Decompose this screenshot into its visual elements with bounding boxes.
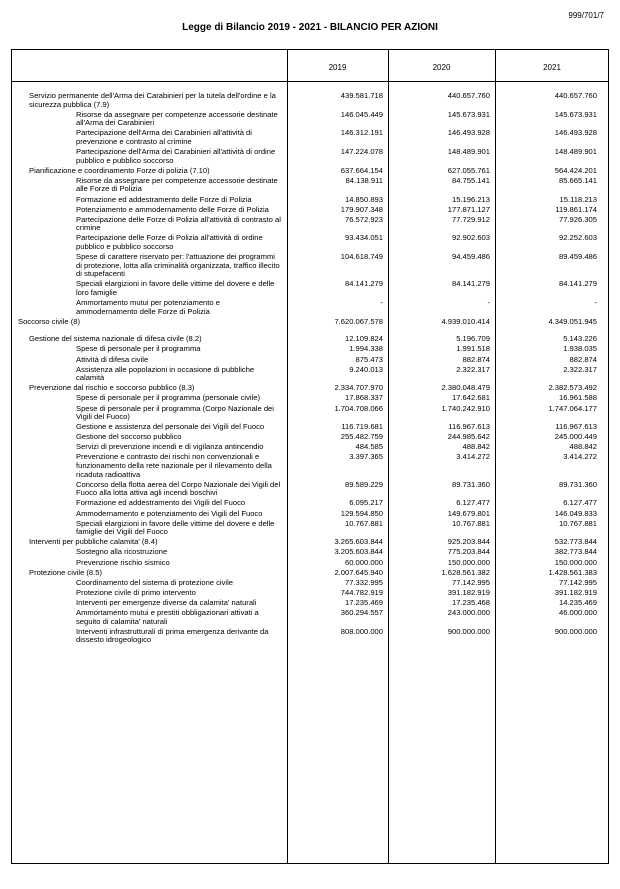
row-value-2020: 4.939.010.414 xyxy=(441,316,490,326)
row-value-2020: 391.182.919 xyxy=(447,587,490,597)
row-value-2021: 2.322.317 xyxy=(563,364,597,374)
row-value-2019: 179.907.348 xyxy=(340,204,383,214)
row-label: Assistenza alle popolazioni in occasione di pubbliche calamità xyxy=(76,364,255,383)
row-value-2020: 627.055.761 xyxy=(447,165,490,175)
row-value-2019: 84.141.279 xyxy=(344,279,383,289)
row-value-2019: 116.719.681 xyxy=(341,422,383,432)
row-label: Protezione civile (8.5) xyxy=(29,567,103,577)
row-value-2019: 147.224.078 xyxy=(340,147,383,157)
table-row xyxy=(0,111,620,128)
table-row xyxy=(0,318,620,327)
row-value-2019: 7.620.067.578 xyxy=(334,316,383,326)
row-value-2020: 900.000.000 xyxy=(447,626,490,636)
row-value-2019: 129.594.850 xyxy=(340,508,383,518)
table-row xyxy=(0,628,620,645)
row-label: Ammortamento mutui e prestiti obbligazionari attivati a seguito di calamita' naturali xyxy=(76,607,259,626)
table-row xyxy=(0,481,620,498)
row-label: Spese di personale per il programma (personale civile) xyxy=(76,393,261,403)
row-value-2019: 360.294.557 xyxy=(340,607,383,617)
row-value-2019: 60.000.000 xyxy=(344,557,383,567)
row-value-2020: 148.489.901 xyxy=(447,147,490,157)
table-row xyxy=(0,510,620,519)
page-title: Legge di Bilancio 2019 - 2021 - BILANCIO PER AZIONI xyxy=(182,22,438,33)
row-label: Partecipazione delle Forze di Polizia all'attività di ordine pubblico e pubblico soccorso xyxy=(76,233,263,251)
row-value-2020: 882.874 xyxy=(462,354,490,364)
row-value-2020: 146.493.928 xyxy=(447,128,490,138)
row-value-2020: 3.414.272 xyxy=(456,452,490,462)
table-row xyxy=(0,433,620,442)
row-value-2021: 77.142.995 xyxy=(558,577,597,587)
row-label: Spese di personale per il programma (Corpo Nazionale dei Vigili del Fuoco) xyxy=(76,403,274,422)
table-row xyxy=(0,129,620,146)
row-value-2020: 775.203.844 xyxy=(447,547,490,557)
row-value-2019: 6.095.217 xyxy=(349,498,383,508)
row-label: Ammortamento mutui per potenziamento e ammodernamento delle Forze di Polizia xyxy=(76,298,220,316)
row-label: Attività di difesa civile xyxy=(76,354,149,364)
row-value-2019: 146.312.191 xyxy=(340,128,383,138)
row-label: Potenziamento e ammodernamento delle Forze di Polizia xyxy=(76,204,269,214)
row-value-2019: 2.334.707.970 xyxy=(334,383,383,393)
row-value-2021: 6.127.477 xyxy=(563,498,597,508)
row-value-2021: 116.967.613 xyxy=(555,422,597,432)
row-value-2021: 146.493.928 xyxy=(554,128,597,138)
row-value-2021: 15.118.213 xyxy=(559,194,597,204)
table-row xyxy=(0,569,620,578)
table-row xyxy=(0,520,620,537)
row-value-2020: 145.673.931 xyxy=(447,109,490,119)
row-value-2019: 808.000.000 xyxy=(340,626,383,636)
row-value-2019: 17.868.337 xyxy=(344,393,383,403)
table-row xyxy=(0,356,620,365)
row-value-2021: 1.428.561.383 xyxy=(548,567,597,577)
row-value-2021: 564.424.201 xyxy=(554,165,597,175)
row-value-2020: 177.871.127 xyxy=(447,204,490,214)
row-label: Risorse da assegnare per competenze accessorie destinate all'Arma dei Carabinieri xyxy=(76,109,278,128)
table-row xyxy=(0,609,620,626)
row-value-2020: 1.628.561.382 xyxy=(441,567,490,577)
row-label: Prevenzione dal rischio e soccorso pubblico (8.3) xyxy=(29,383,195,393)
row-value-2020: 5.196.709 xyxy=(456,334,490,344)
row-value-2019: 1.704.708.066 xyxy=(334,403,383,413)
row-label: Prevenzione e contrasto dei rischi non convenzionali e funzionamento della rete nazionale per il rilevamento della ricaduta radioattiva xyxy=(76,452,272,479)
row-value-2020: 92.902.603 xyxy=(451,233,490,243)
column-header-2020: 2020 xyxy=(432,63,451,72)
row-value-2021: 16.961.588 xyxy=(558,393,597,403)
row-value-2019: 89.589.229 xyxy=(344,479,383,489)
row-label: Sostegno alla ricostruzione xyxy=(76,547,168,557)
row-value-2021: 92.252.603 xyxy=(558,233,597,243)
row-value-2019: 255.482.759 xyxy=(340,432,383,442)
row-label: Concorso della flotta aerea del Corpo Nazionale dei Vigili del Fuoco alla lotta attiva agli incendi boschivi xyxy=(76,479,281,498)
table-row xyxy=(0,559,620,568)
row-value-2020: 150.000.000 xyxy=(447,557,490,567)
row-value-2020: 77.729.912 xyxy=(451,214,490,224)
row-value-2021: 145.673.931 xyxy=(554,109,597,119)
row-value-2021: 3.414.272 xyxy=(563,452,597,462)
row-label: Spese di carattere riservato per: l'attuazione dei programmi di protezione, lotta alla criminalità organizzata, traffico illecito di stupefacenti xyxy=(76,252,280,279)
row-value-2021: 84.141.279 xyxy=(558,279,597,289)
table-row xyxy=(0,443,620,452)
row-label: Prevenzione rischio sismico xyxy=(76,557,170,567)
row-value-2019: 875.473 xyxy=(355,354,383,364)
row-value-2021: 4.349.051.945 xyxy=(548,316,597,326)
row-label: Speciali elargizioni in favore delle vittime del dovere e delle famiglie dei Vigili del Fuoco xyxy=(76,518,275,537)
table-row xyxy=(0,405,620,422)
row-value-2021: 46.000.000 xyxy=(558,607,597,617)
row-value-2019: 637.664.154 xyxy=(340,165,383,175)
table-row xyxy=(0,148,620,165)
row-label: Interventi per pubbliche calamita' (8.4) xyxy=(29,537,158,547)
table-row xyxy=(0,538,620,547)
row-label: Formazione ed addestramento delle Forze di Polizia xyxy=(76,194,252,204)
row-label: Gestione e assistenza del personale dei Vigili del Fuoco xyxy=(76,422,265,432)
table-row xyxy=(0,423,620,432)
row-value-2020: 77.142.995 xyxy=(451,577,490,587)
row-value-2019: 1.994.338 xyxy=(349,344,383,354)
row-value-2021: - xyxy=(594,298,597,308)
row-value-2019: 12.109.824 xyxy=(344,334,383,344)
row-value-2021: 245.000.449 xyxy=(554,432,597,442)
row-value-2020: 15.196.213 xyxy=(451,194,490,204)
row-value-2019: 3.205.603.844 xyxy=(334,547,383,557)
row-value-2019: 439.581.718 xyxy=(340,91,383,100)
row-value-2019: 484.585 xyxy=(355,442,383,452)
row-label: Ammodernamento e potenziamento dei Vigili del Fuoco xyxy=(76,508,263,518)
table-row xyxy=(0,299,620,316)
row-value-2019: 93.434.051 xyxy=(344,233,383,243)
row-value-2021: 146.049.833 xyxy=(554,508,597,518)
page-id: 999/701/7 xyxy=(568,11,604,20)
row-value-2021: 85.665.141 xyxy=(558,175,597,185)
row-value-2020: 1.991.518 xyxy=(456,344,490,354)
row-value-2021: 14.235.469 xyxy=(558,597,597,607)
table-row xyxy=(0,366,620,383)
table-row xyxy=(0,579,620,588)
row-value-2019: 744.782.919 xyxy=(340,587,383,597)
row-value-2020: 17.642.681 xyxy=(451,393,490,403)
row-value-2020: 6.127.477 xyxy=(456,498,490,508)
table-row xyxy=(0,253,620,279)
row-value-2019: 84.138.911 xyxy=(345,175,383,185)
row-value-2020: 440.657.760 xyxy=(447,91,490,100)
row-label: Partecipazione delle Forze di Polizia all'attività di contrasto al crimine xyxy=(76,214,281,233)
row-label: Protezione civile di primo intervento xyxy=(76,587,196,597)
row-value-2019: 146.045.449 xyxy=(340,109,383,119)
column-header-2019: 2019 xyxy=(328,63,347,72)
row-value-2020: 89.731.360 xyxy=(451,479,490,489)
row-label: Gestione del sistema nazionale di difesa civile (8.2) xyxy=(29,334,202,344)
row-value-2020: 94.459.486 xyxy=(451,252,490,262)
row-value-2020: - xyxy=(487,298,490,308)
row-value-2020: 2.380.048.479 xyxy=(441,383,490,393)
table-row xyxy=(0,167,620,176)
row-value-2020: 925.203.844 xyxy=(447,537,490,547)
table-row xyxy=(0,345,620,354)
row-value-2019: - xyxy=(380,298,383,308)
row-label: Spese di personale per il programma xyxy=(76,344,201,354)
row-value-2021: 532.773.844 xyxy=(554,537,597,547)
row-value-2021: 2.382.573.492 xyxy=(548,383,597,393)
table-row xyxy=(0,177,620,194)
row-label: Risorse da assegnare per competenze accessorie destinate alle Forze di Polizia xyxy=(76,175,278,194)
row-value-2019: 10.767.881 xyxy=(344,518,383,528)
row-label: Interventi per emergenze diverse da calamita' naturali xyxy=(76,597,257,607)
row-value-2021: 391.182.919 xyxy=(554,587,597,597)
row-value-2020: 2.322.317 xyxy=(456,364,490,374)
row-value-2019: 77.332.995 xyxy=(344,577,383,587)
row-label: Soccorso civile (8) xyxy=(18,316,81,326)
row-value-2021: 1.747.064.177 xyxy=(548,403,597,413)
row-value-2019: 9.240.013 xyxy=(349,364,383,374)
row-value-2020: 116.967.613 xyxy=(448,422,490,432)
row-value-2020: 10.767.881 xyxy=(451,518,490,528)
row-value-2021: 900.000.000 xyxy=(554,626,597,636)
row-label: Coordinamento del sistema di protezione civile xyxy=(76,577,234,587)
table-row xyxy=(0,589,620,598)
row-value-2019: 76.572.923 xyxy=(344,214,383,224)
row-value-2021: 5.143.226 xyxy=(563,334,597,344)
row-value-2019: 2.007.645.940 xyxy=(334,567,383,577)
header-divider xyxy=(11,81,609,82)
row-label: Interventi infrastrutturali di prima emergenza derivante da dissesto idrogeologico xyxy=(76,626,269,645)
row-label: Speciali elargizioni in favore delle vittime del dovere e delle loro famiglie xyxy=(76,279,275,297)
row-label: Formazione ed addestramento dei Vigili del Fuoco xyxy=(76,498,246,508)
row-value-2019: 104.618.749 xyxy=(340,252,383,262)
row-value-2020: 1.740.242.910 xyxy=(441,403,490,413)
table-row xyxy=(0,234,620,251)
row-value-2021: 150.000.000 xyxy=(554,557,597,567)
row-value-2020: 243.000.000 xyxy=(447,607,490,617)
table-row xyxy=(0,196,620,205)
table-row xyxy=(0,280,620,297)
table-row xyxy=(0,216,620,233)
table-row xyxy=(0,453,620,479)
row-value-2021: 77.926.305 xyxy=(558,214,597,224)
table-row xyxy=(0,599,620,608)
row-value-2020: 149.679.801 xyxy=(447,508,490,518)
table-row xyxy=(0,499,620,508)
table-row xyxy=(0,335,620,344)
row-value-2021: 382.773.844 xyxy=(554,547,597,557)
row-value-2021: 119.861.174 xyxy=(555,204,597,214)
row-value-2021: 148.489.901 xyxy=(554,147,597,157)
row-value-2019: 3.265.603.844 xyxy=(334,537,383,547)
row-value-2021: 89.459.486 xyxy=(558,252,597,262)
row-value-2019: 17.235.469 xyxy=(344,597,383,607)
row-label: Servizi di prevenzione incendi e di vigilanza antincendio xyxy=(76,442,264,452)
row-value-2021: 440.657.760 xyxy=(554,91,597,100)
row-label: Pianificazione e coordinamento Forze di polizia (7.10) xyxy=(29,165,210,175)
row-label: Partecipazione dell'Arma dei Carabinieri all'attività di prevenzione e contrasto al crimine xyxy=(76,128,252,146)
row-value-2019: 14.850.893 xyxy=(344,194,383,204)
table-body xyxy=(0,92,620,646)
row-value-2020: 17.235.468 xyxy=(451,597,490,607)
row-value-2020: 244.985.642 xyxy=(447,432,490,442)
table-row xyxy=(0,92,620,109)
row-value-2020: 84.141.279 xyxy=(451,279,490,289)
row-label: Gestione del soccorso pubblico xyxy=(76,432,182,442)
row-value-2019: 3.397.365 xyxy=(349,452,383,462)
table-row xyxy=(0,384,620,393)
row-label: Servizio permanente dell'Arma dei Carabinieri per la tutela dell'ordine e la sicurezza pubblica (7.9) xyxy=(29,91,276,109)
row-value-2020: 488.842 xyxy=(462,442,490,452)
row-label: Partecipazione dell'Arma dei Carabinieri all'attività di ordine pubblico e pubblico soccorso xyxy=(76,147,276,165)
row-value-2021: 1.938.035 xyxy=(563,344,597,354)
row-value-2021: 89.731.360 xyxy=(558,479,597,489)
row-value-2021: 488.842 xyxy=(569,442,597,452)
row-value-2020: 84.755.141 xyxy=(451,175,490,185)
column-header-2021: 2021 xyxy=(543,63,561,72)
row-value-2021: 882.874 xyxy=(569,354,597,364)
table-row xyxy=(0,394,620,403)
table-row xyxy=(0,206,620,215)
row-value-2021: 10.767.881 xyxy=(558,518,597,528)
table-row xyxy=(0,548,620,557)
